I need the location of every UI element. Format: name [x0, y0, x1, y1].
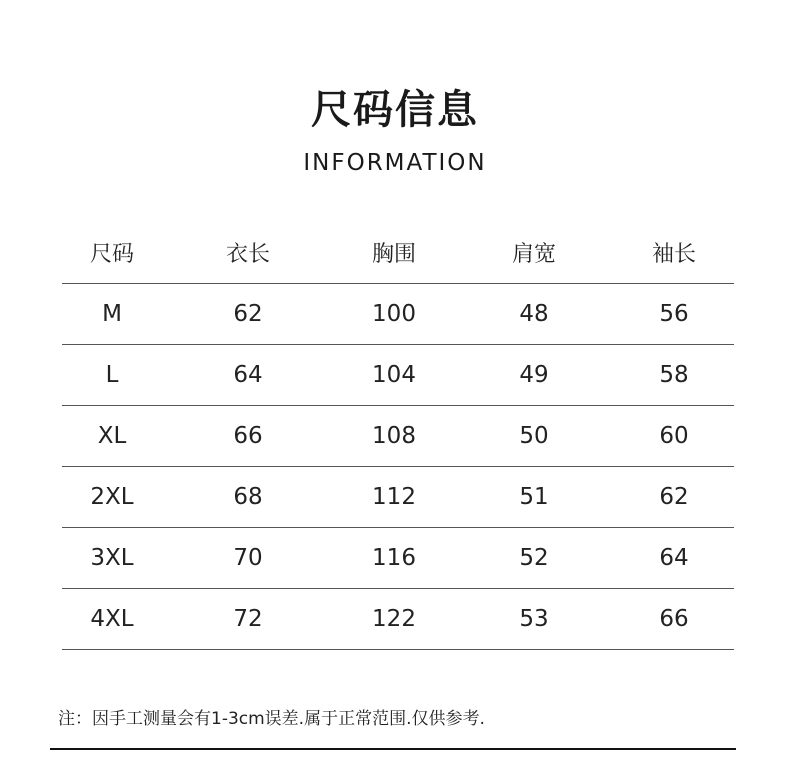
table-row	[62, 284, 734, 345]
header-chest: 胸围	[371, 242, 416, 267]
cell-sleeve: 58	[659, 362, 689, 388]
cell-chest: 116	[372, 545, 416, 571]
cell-length: 70	[233, 545, 263, 571]
cell-length: 62	[233, 301, 263, 327]
table-row	[62, 528, 734, 589]
cell-size: 2XL	[90, 484, 134, 510]
cell-size: XL	[97, 423, 127, 449]
cell-size: 4XL	[90, 606, 134, 632]
header-row	[62, 222, 734, 284]
cell-sleeve: 56	[659, 301, 689, 327]
cell-sleeve: 64	[659, 545, 689, 571]
bottom-divider	[50, 748, 736, 750]
cell-sleeve: 66	[659, 606, 689, 632]
cell-chest: 122	[372, 606, 416, 632]
cell-length: 68	[233, 484, 263, 510]
header-size: 尺码	[89, 242, 134, 267]
table-row	[62, 589, 734, 650]
cell-shoulder: 51	[519, 484, 549, 510]
cell-length: 66	[233, 423, 263, 449]
cell-shoulder: 53	[519, 606, 549, 632]
cell-shoulder: 48	[519, 301, 549, 327]
cell-size: M	[102, 301, 122, 327]
cell-length: 64	[233, 362, 263, 388]
header-length: 衣长	[225, 242, 270, 267]
cell-chest: 112	[372, 484, 416, 510]
cell-size: L	[105, 362, 119, 388]
table-row	[62, 467, 734, 528]
cell-shoulder: 49	[519, 362, 549, 388]
cell-shoulder: 50	[519, 423, 549, 449]
header-sleeve: 袖长	[651, 242, 696, 267]
cell-size: 3XL	[90, 545, 134, 571]
page-subtitle: INFORMATION	[303, 150, 487, 176]
cell-chest: 104	[372, 362, 416, 388]
cell-chest: 100	[372, 301, 416, 327]
cell-length: 72	[233, 606, 263, 632]
table-header	[62, 222, 734, 284]
cell-sleeve: 60	[659, 423, 689, 449]
cell-shoulder: 52	[519, 545, 549, 571]
size-table	[62, 222, 734, 650]
measurement-note: 注：因手工测量会有1-3cm误差.属于正常范围.仅供参考.	[58, 709, 485, 729]
table-row	[62, 345, 734, 406]
page-title: 尺码信息	[311, 87, 479, 133]
cell-sleeve: 62	[659, 484, 689, 510]
table-body	[62, 284, 734, 650]
header-shoulder: 肩宽	[511, 242, 556, 267]
table-row	[62, 406, 734, 467]
cell-chest: 108	[372, 423, 416, 449]
